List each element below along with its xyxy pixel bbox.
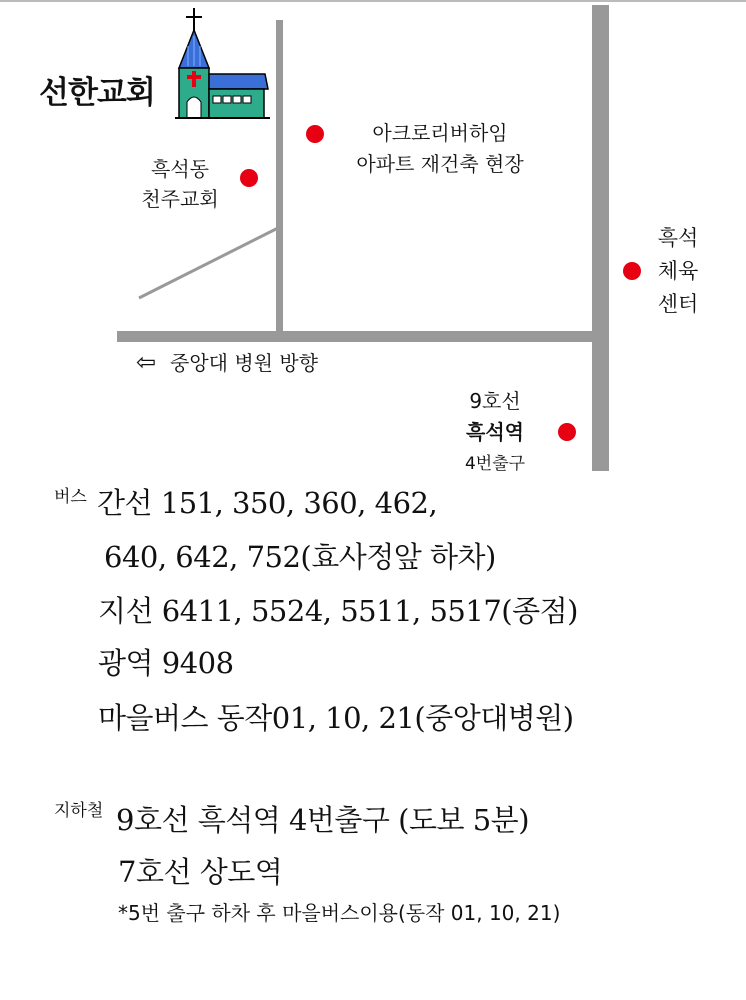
subway-line1: 9호선 흑석역 4번출구 (도보 5분) bbox=[116, 803, 530, 837]
bus-line5: 마을버스 동작01, 10, 21(중앙대병원) bbox=[98, 701, 574, 735]
church-icon bbox=[175, 8, 270, 118]
dot-catholic-church bbox=[240, 169, 258, 187]
catholic-church-line1: 흑석동 bbox=[151, 157, 209, 181]
dot-station bbox=[558, 423, 576, 441]
road-diagonal bbox=[139, 228, 278, 298]
bus-title: 버스 bbox=[54, 487, 87, 507]
sports-center-line3: 센터 bbox=[657, 292, 699, 316]
acro-river-line1: 아크로리버하임 bbox=[372, 121, 508, 145]
dot-sports-center bbox=[623, 262, 641, 280]
subway-title: 지하철 bbox=[54, 801, 104, 821]
road-vertical-right bbox=[592, 5, 609, 471]
dot-acro-river bbox=[306, 125, 324, 143]
direction-text: 중앙대 병원 방향 bbox=[170, 351, 318, 375]
bus-line1: 간선 151, 350, 360, 462, bbox=[97, 486, 438, 520]
sports-center-line2: 체육 bbox=[657, 259, 699, 283]
station-line: 9호선 bbox=[469, 389, 521, 413]
station-name: 흑석역 bbox=[466, 420, 524, 444]
acro-river-line2: 아파트 재건축 현장 bbox=[356, 152, 524, 176]
direction-arrow-icon: ⇦ bbox=[136, 348, 157, 376]
subway-line2: 7호선 상도역 bbox=[118, 855, 283, 889]
bus-line4: 광역 9408 bbox=[98, 646, 234, 680]
road-vertical-left bbox=[276, 20, 283, 331]
sports-center-line1: 흑석 bbox=[657, 226, 699, 250]
bus-line3: 지선 6411, 5524, 5511, 5517(종점) bbox=[98, 594, 578, 628]
catholic-church-line2: 천주교회 bbox=[141, 187, 219, 211]
bus-line2: 640, 642, 752(효사정앞 하차) bbox=[104, 540, 496, 574]
station-exit: 4번출구 bbox=[464, 454, 526, 474]
road-horizontal-main bbox=[117, 331, 609, 342]
church-name: 선한교회 bbox=[39, 75, 155, 111]
subway-note: *5번 출구 하차 후 마을버스이용(동작 01, 10, 21) bbox=[118, 901, 561, 925]
